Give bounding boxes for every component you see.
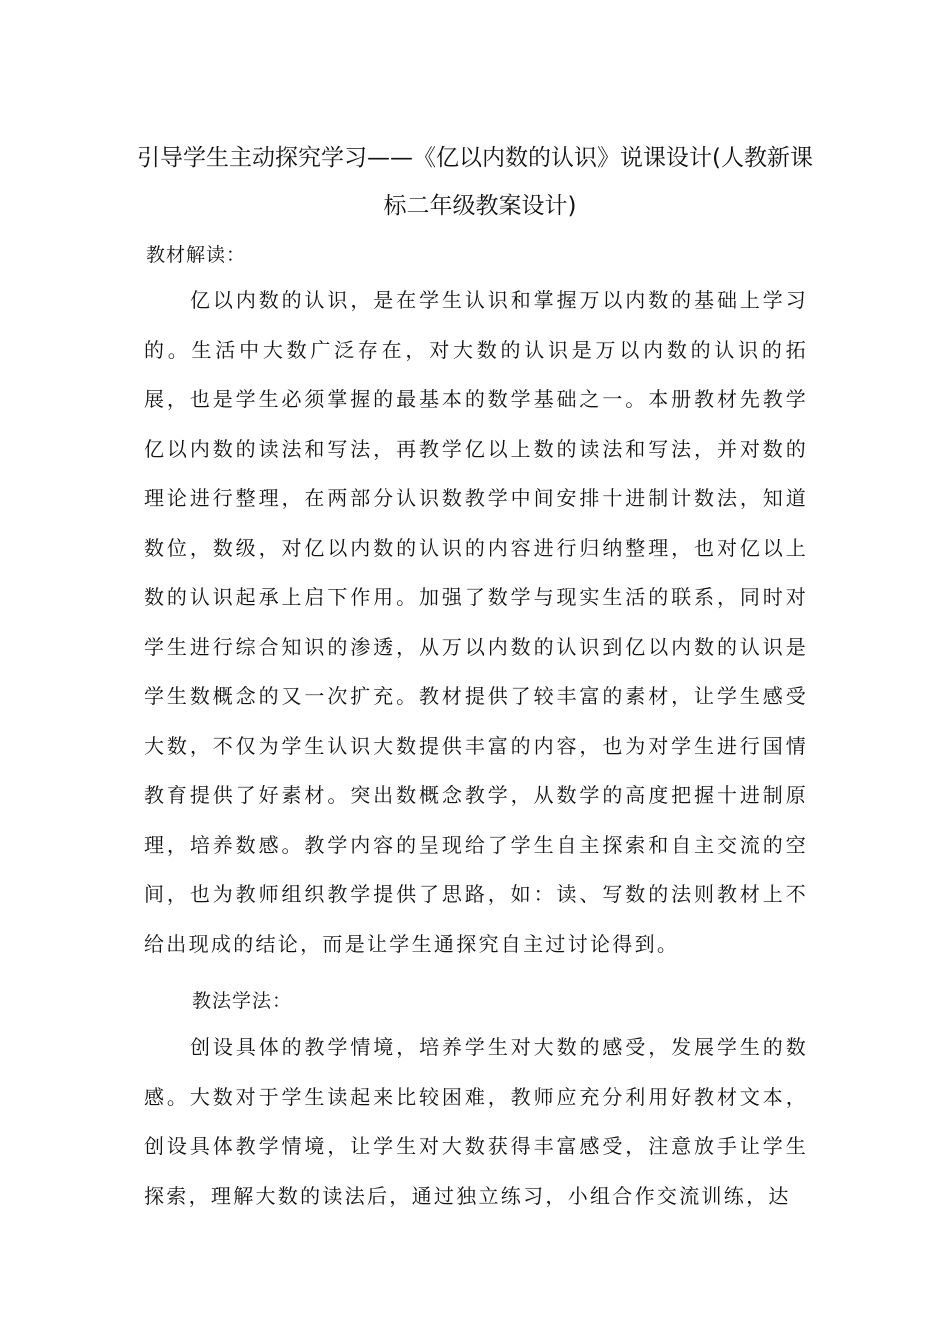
document-title-line-1: 引导学生主动探究学习——《亿以内数的认识》说课设计(人教新课: [137, 145, 813, 171]
paragraph-textbook-analysis: 亿以内数的认识，是在学生认识和掌握万以内数的基础上学习的。生活中大数广泛存在，对大数的认识是万以内数的认识的拓展，也是学生必须掌握的最基本的数学基础之一。本册教材先教学亿以内数的读法和写法，再教学亿以上数的读法和写法，并对数的理论进行整理，在两部分认识数教学中间安排十进制计数法，知道数位，数级，对亿以内数的认识的内容进行归纳整理，也对亿以上数的认识起承上启下作用。加强了数学与现实生活的联系，同时对学生进行综合知识的渗透，从万以内数的认识到亿以内数的认识是学生数概念的又一次扩充。教材提供了较丰富的素材，让学生感受大数，不仅为学生认识大数提供丰富的内容，也为对学生进行国情教育提供了好素材。突出数概念教学，从数学的高度把握十进制原理，培养数感。教学内容的呈现给了学生自主探索和自主交流的空间，也为教师组织教学提供了思路，如：读、写数的法则教材上不给出现成的结论，而是让学生通探究自主过讨论得到。: [144, 288, 808, 956]
paragraph-teaching-methods: 创设具体的教学情境，培养学生对大数的感受，发展学生的数感。大数对于学生读起来比较困难，教师应充分利用好教材文本，创设具体教学情境，让学生对大数获得丰富感受，注意放手让学生探索，理解大数的读法后，通过独立练习，小组合作交流训练，达: [144, 1035, 808, 1208]
section-heading-textbook-analysis: 教材解读：: [146, 244, 247, 266]
section-heading-teaching-methods: 教法学法：: [192, 990, 293, 1012]
document-title-line-2: 标二年级教案设计): [383, 193, 577, 219]
